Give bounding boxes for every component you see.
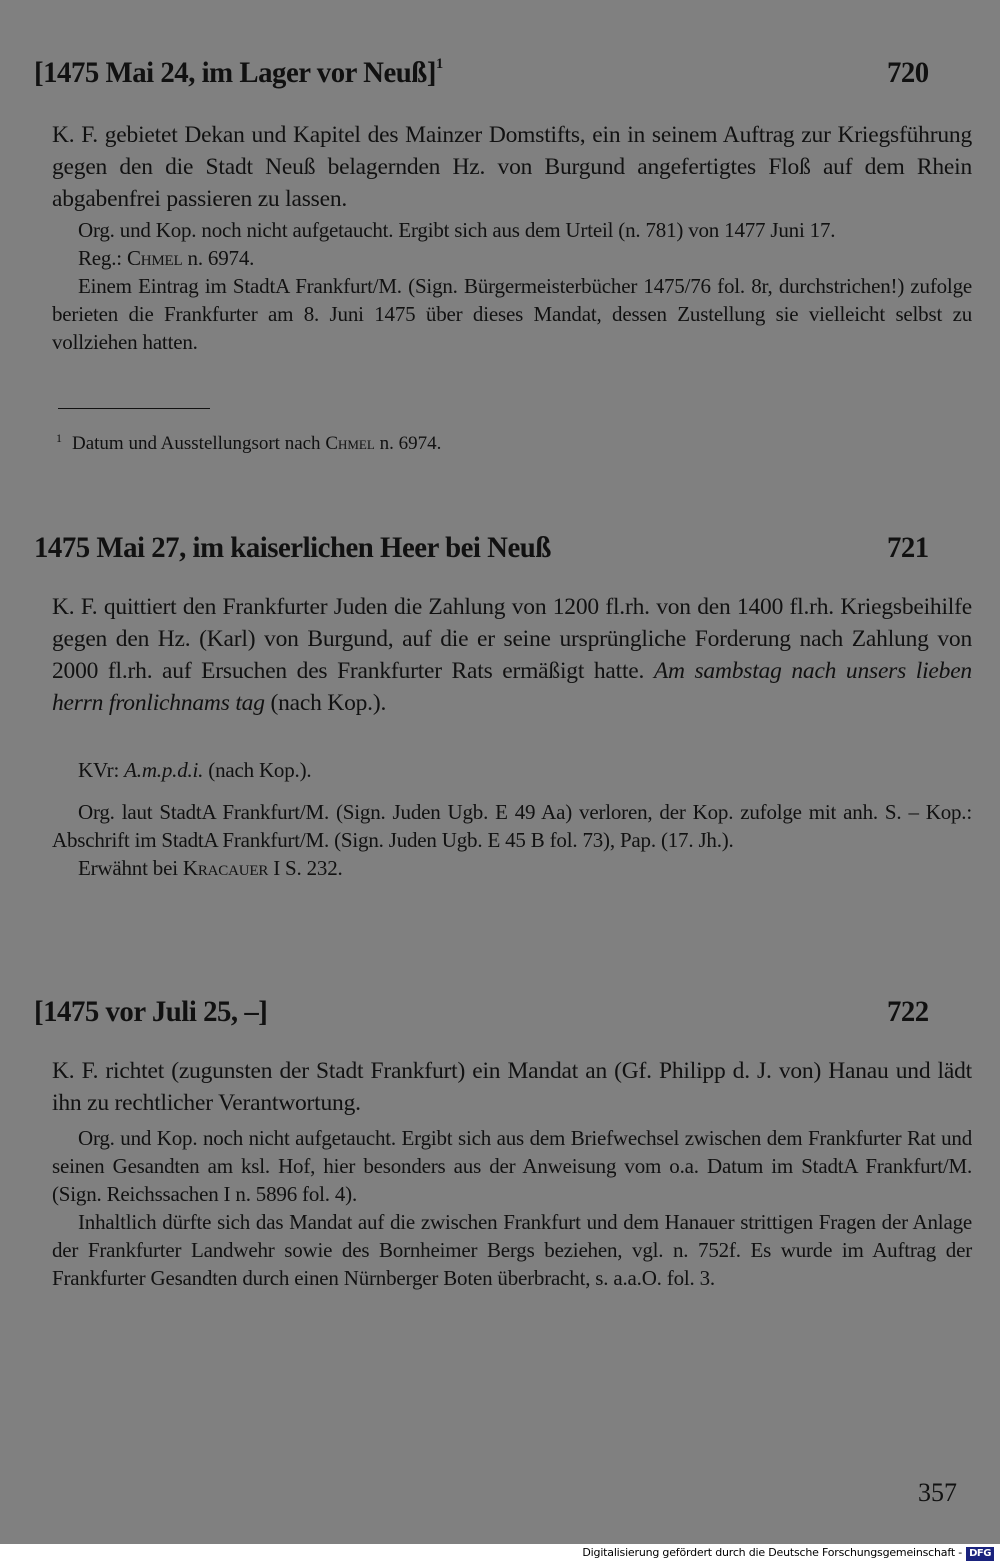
footnote-author: Chmel [325,433,375,454]
entry-720-notes [52,216,972,356]
note-origin: Org. laut StadtA Frankfurt/M. (Sign. Juden Ugb. E 49 Aa) verloren, der Kop. zufolge mit anh. S. – Kop.: Abschrift im StadtA Frankfurt/M. (Sign. Juden Ugb. E 45 B fol. 73), Pap. (17. Jh.). [52,800,972,852]
author-name: Chmel [126,246,183,270]
entry-number: 722 [886,995,929,1028]
note-suffix: I S. 232. [268,856,343,880]
summary-text: K. F. richtet (zugunsten der Stadt Frankfurt) ein Mandat an (Gf. Philipp d. J. von) Hanau und lädt ihn zu rechtlicher Verantwortung. [52,1058,972,1116]
entry-number: 721 [886,531,929,564]
heading-text: [1475 Mai 24, im Lager vor Neuß] [34,56,436,89]
entry-721-summary [52,591,972,719]
entry-722-notes [52,1124,972,1292]
note-prefix: Reg.: [78,246,127,270]
note-prefix: Erwähnt bei [78,856,183,880]
entry-722-heading [34,995,934,1029]
note-content: Inhaltlich dürfte sich das Mandat auf die zwischen Frankfurt und dem Hanauer strittigen Fragen der Anlage der Frankfurter Landwehr sowie des Bornheimer Bergs beziehen, vgl. n. 752f. Es wurde im Auftrag der Frankfurter Gesandten durch einen Nürnberger Boten überbracht, s. a.a.O. fol. 3. [52,1210,972,1290]
dfg-logo-icon: DFG [966,1547,994,1561]
summary-plain: K. F. quittiert den Frankfurter Juden die Zahlung von 1200 fl.rh. von den 1400 fl.rh. Kriegsbeihilfe gegen den Hz. (Karl) von Burgund, auf die er seine ursprüngliche Forderung nach Zahlung von 2000 fl.rh. auf Ersuchen des Frankfurter Rats ermäßigt hatte. [52,594,972,684]
entry-722-summary [52,1055,972,1119]
entry-number: 720 [886,56,929,89]
footnote-suffix: n. 6974. [374,433,442,454]
note-regest [52,244,972,272]
kvr-prefix: KVr: [78,758,125,782]
summary-end: (nach Kop.). [264,690,387,716]
note-origin: Org. und Kop. noch nicht aufgetaucht. Ergibt sich aus dem Urteil (n. 781) von 1477 Juni 17. [78,218,836,242]
author-name: Kracauer [182,856,269,880]
entry-720-heading [34,56,934,90]
entry-721-notes [52,798,972,882]
kvr-suffix: (nach Kop.). [203,758,312,782]
entry-heading-title: [1475 vor Juli 25, –] [34,995,268,1028]
page-number: 357 [918,1478,957,1507]
note-kvr [52,756,972,784]
footnote-ref: 1 [435,56,443,72]
entry-721-heading [34,531,934,565]
summary-text: K. F. gebietet Dekan und Kapitel des Mainzer Domstifts, ein in seinem Auftrag zur Kriegsführung gegen den die Stadt Neuß belagernden Hz. von Burgund angefertigtes Floß auf dem Rhein abgabenfrei passieren zu lassen. [52,122,972,212]
entry-heading-title [34,56,443,90]
entry-heading-title: 1475 Mai 27, im kaiserlichen Heer bei Neuß [34,531,551,564]
footnote-1 [56,426,441,456]
footnote-text: Datum und Ausstellungsort nach [72,433,326,454]
kvr-italic: A.m.p.d.i. [124,758,204,782]
dating-formula: Am sambstag nach unsers lieben herrn fronlichnams tag [52,658,972,716]
footnote-divider [58,408,210,409]
summary-text [52,591,972,719]
note-mention [52,854,972,882]
note-origin: Org. und Kop. noch nicht aufgetaucht. Ergibt sich aus dem Briefwechsel zwischen dem Frankfurter Rat und seinen Gesandten am ksl. Hof, hier besonders aus der Anweisung vom o.a. Datum im StadtA Frankfurt/M. (Sign. Reichssachen I n. 5896 fol. 4). [52,1126,972,1206]
footer-credit: Digitalisierung gefördert durch die Deutsche Forschungsgemeinschaft - [582,1546,962,1559]
footnote-mark: 1 [56,431,62,445]
note-entry: Einem Eintrag im StadtA Frankfurt/M. (Sign. Bürgermeisterbücher 1475/76 fol. 8r, durchstrichen!) zufolge berieten die Frankfurter am 8. Juni 1475 über dieses Mandat, dessen Zustellung sie vielleicht selbst zu vollziehen hatten. [52,274,972,354]
entry-720-summary [52,119,972,215]
entry-721-kvr [52,756,972,784]
note-suffix: n. 6974. [182,246,255,270]
footer-bar [0,1544,1000,1565]
